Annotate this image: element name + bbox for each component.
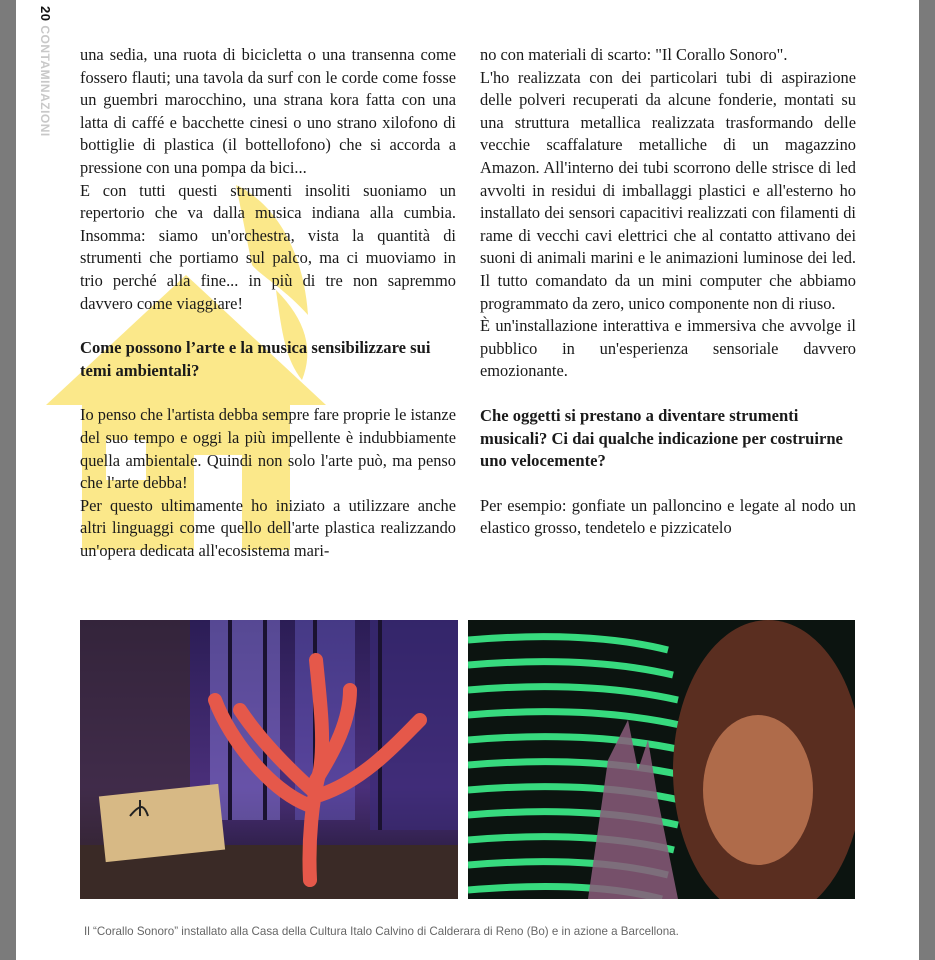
photo-caption: Il “Corallo Sonoro” installato alla Casa della Cultura Italo Calvino di Calderara di Reno (Bo) e in azione a Barcellona. [84, 925, 679, 938]
paragraph: E con tutti questi strumenti insoliti suoniamo un repertorio che va dalla musica indiana alla cumbia. Insomma: siamo un'orchestra, vista la quantità di strumenti che portiamo sul palco, ma ci muoviamo in trio perché alla fine... in più di tre non sapremmo davvero come viaggiare! [80, 180, 456, 313]
paragraph: È un'installazione interattiva e immersiva che avvolge il pubblico in un'esperienza sensoriale davvero emozionante. [480, 316, 856, 381]
paragraph: Io penso che l'artista debba sempre fare proprie le istanze del suo tempo e oggi la più impellente è indubbiamente quella ambientale. Quindi non solo l'arte può, ma penso che l'arte debba! [80, 405, 456, 493]
paragraph: L'ho realizzata con dei particolari tubi di aspirazione delle polveri recuperati da alcune fonderie, montati su una struttura metallica realizzata trasformando delle vecchie scaffalature metalliche di un magazzino Amazon. All'interno dei tubi scorrono delle strisce di led avvolti in residui di imballaggi plastici e all'esterno ho installato dei sensori capacitivi realizzati con filamenti di rame di vecchi cavi elettrici che al contatto attivano dei suoni di animali marini e le animazioni luminose dei led. Il tutto comandato da un mini computer che abbiamo programmato da zero, unico componente non di riuso. [480, 67, 856, 313]
interview-question: Che oggetti si prestano a diventare strumenti musicali? Ci dai qualche indicazione per costruirne uno velocemente? [480, 405, 843, 471]
paragraph: Per questo ultimamente ho iniziato a utilizzare anche altri linguaggi come quello dell'arte plastica realizzando un'opera dedicata all'ecosistema mari- [80, 495, 456, 560]
section-title: CONTAMINAZIONI [38, 25, 52, 137]
left-column [80, 44, 456, 562]
paragraph: una sedia, una ruota di bicicletta o una transenna come fossero flauti; una tavola da surf con le corde come fosse un guembri marocchino, una strana kora fatta con una latta di caffé e bacchette cinesi o uno strano xilofono di bottiglie di plastica (il bottellofono) che si accorda a pressione con una pompa da bici... [80, 45, 456, 177]
photo-coral-installation [80, 620, 458, 899]
paragraph: Per esempio: gonfiate un palloncino e legate al nodo un elastico grosso, tendetelo e pizzicatelo [480, 495, 856, 538]
paragraph: no con materiali di scarto: "Il Corallo Sonoro". [480, 45, 788, 64]
interview-question: Come possono l’arte e la musica sensibilizzare sui temi ambientali? [80, 338, 431, 380]
running-header [38, 6, 53, 137]
magazine-page [16, 0, 919, 960]
page-number: 20 [38, 6, 53, 22]
photo-barcelona-interaction [468, 620, 855, 899]
right-column [480, 44, 856, 540]
